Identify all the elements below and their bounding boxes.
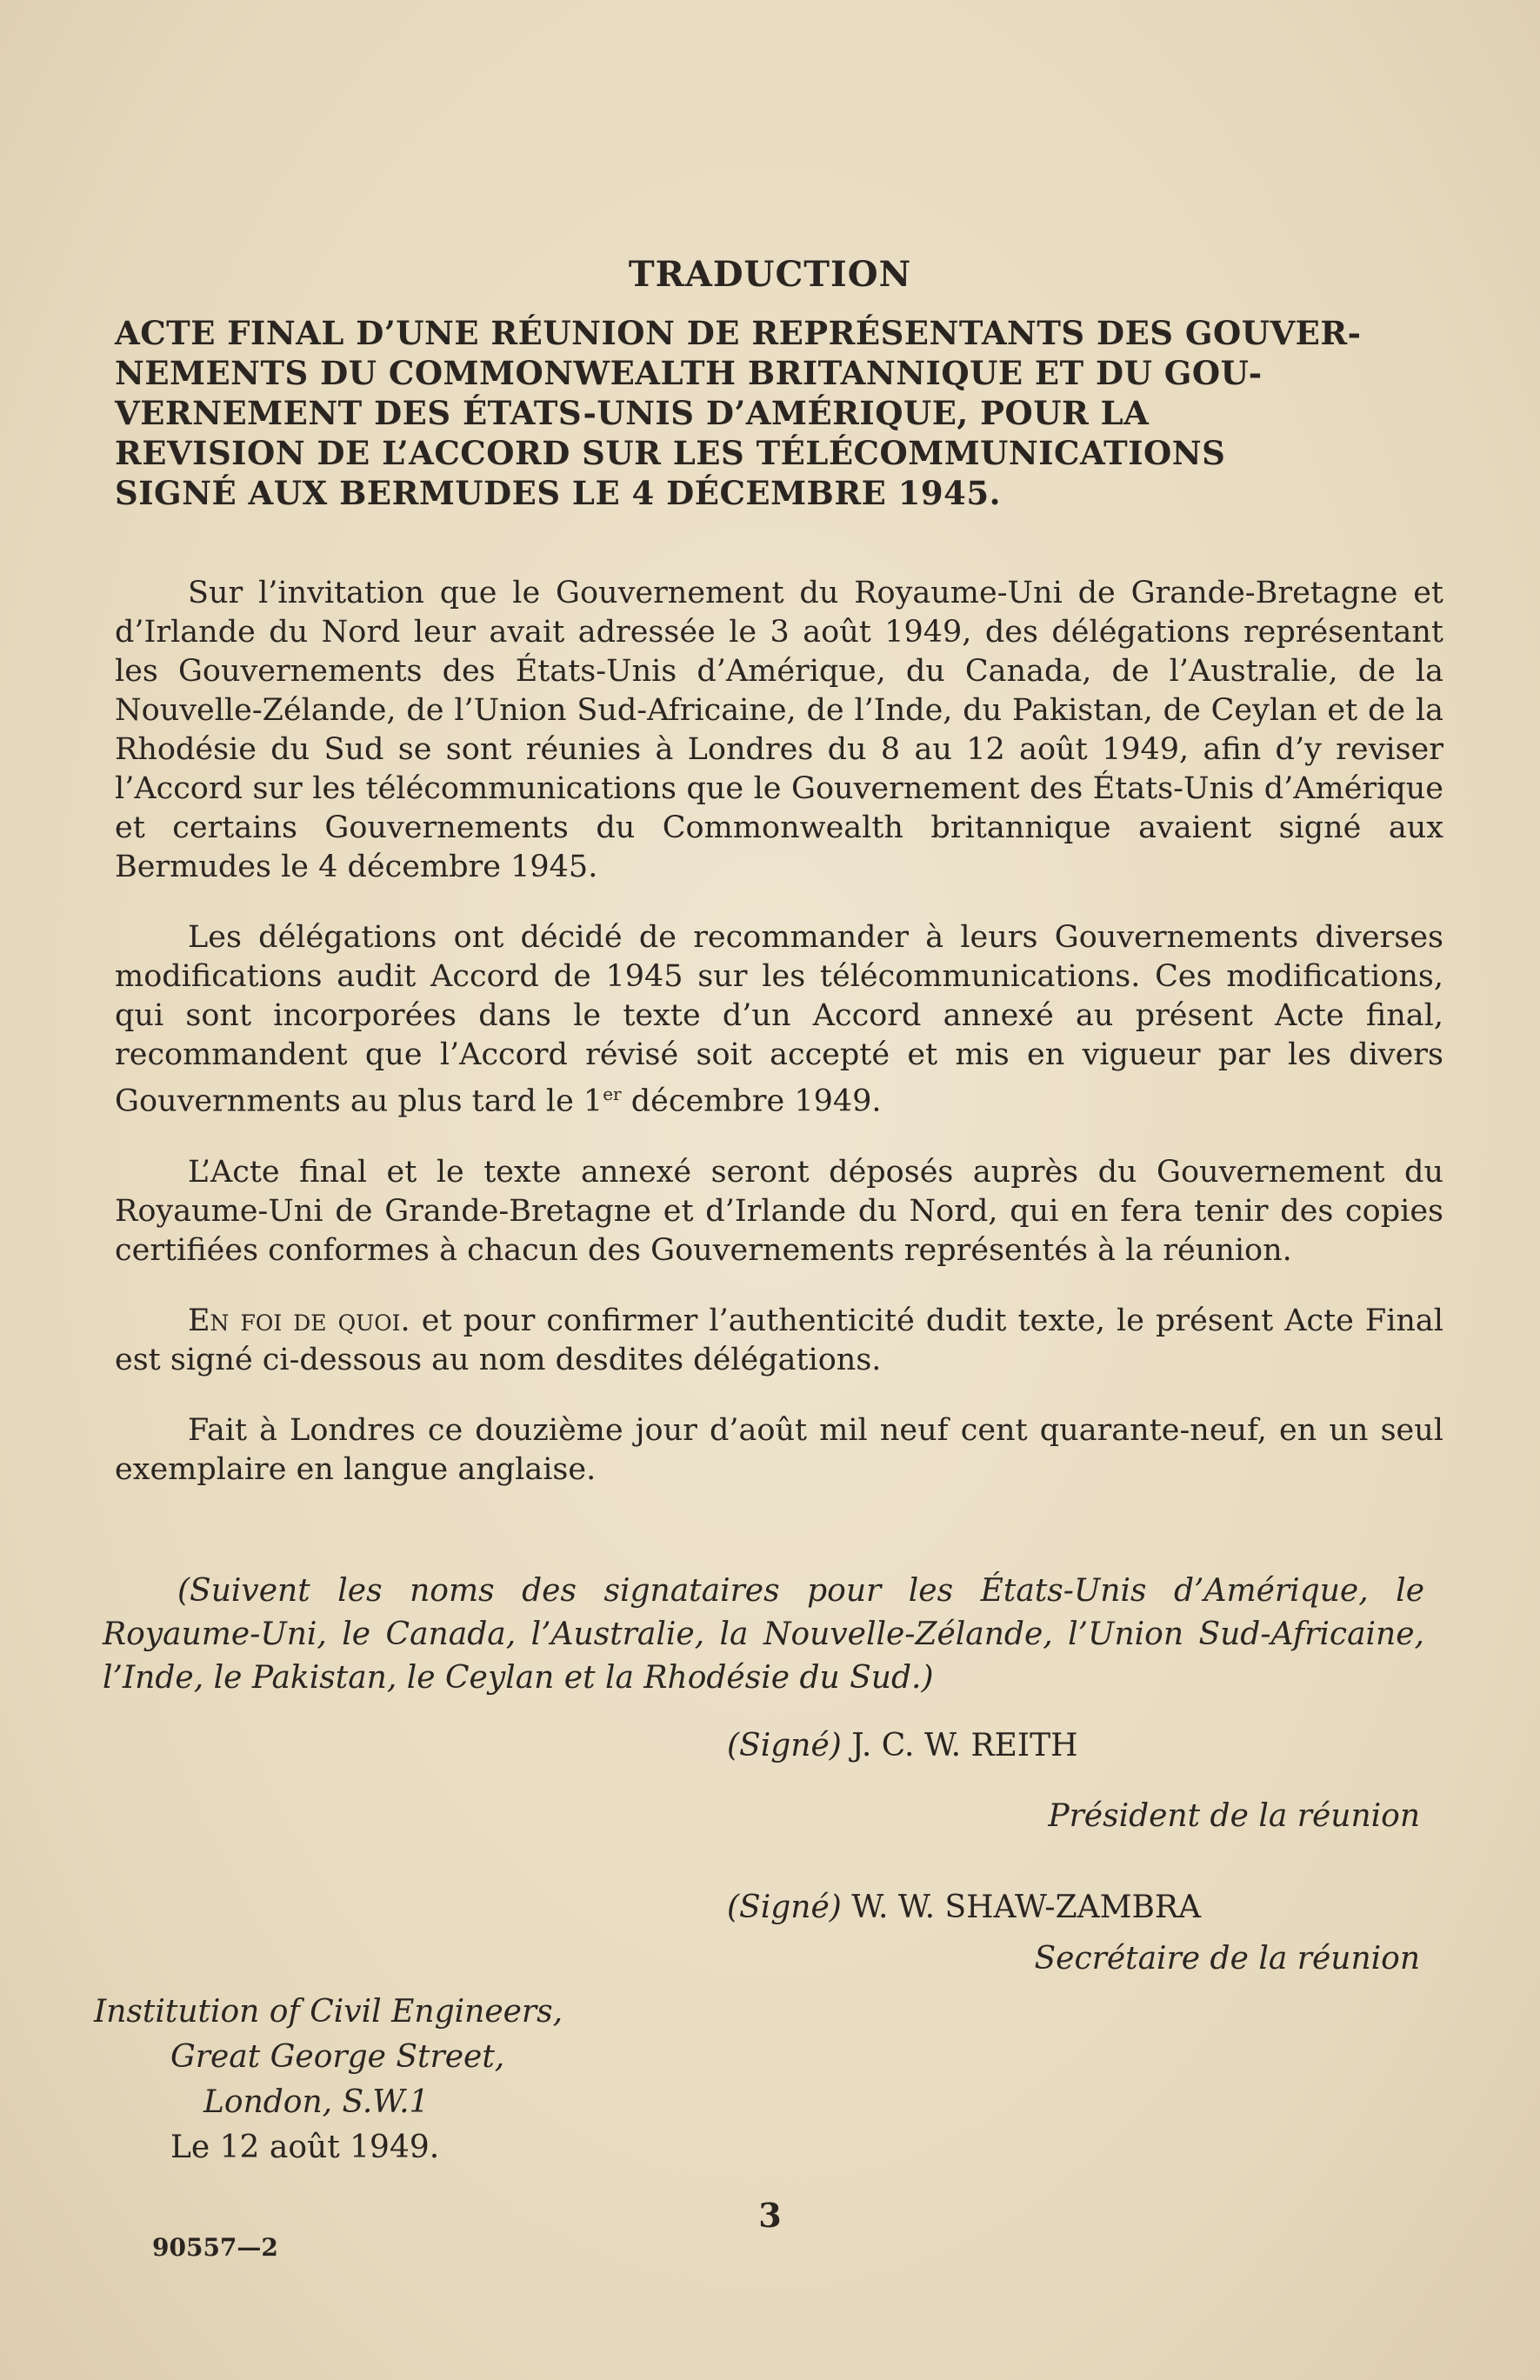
catalog-number: 90557—2 — [152, 2233, 278, 2262]
title-line-5: SIGNÉ AUX BERMUDES LE 4 DÉCEMBRE 1945. — [115, 474, 1002, 512]
paragraph-recommendations-end: décembre 1949. — [621, 1083, 882, 1119]
witness-smallcaps: En foi de quoi. — [188, 1303, 410, 1338]
page-number: 3 — [758, 2196, 782, 2235]
signature-2-role: Secrétaire de la réunion — [1034, 1941, 1420, 1977]
title-line-4: REVISION DE L’ACCORD SUR LES TÉLÉCOMMUNICATIONS — [115, 434, 1226, 472]
ordinal-superscript: er — [603, 1083, 622, 1104]
paragraph-recommendations — [115, 918, 1443, 1122]
signature-1-signed: (Signé) — [727, 1728, 842, 1763]
address-line-3: London, S.W.1 — [203, 2084, 430, 2120]
address-date: Le 12 août 1949. — [170, 2130, 440, 2165]
paragraph-deposit: L’Acte final et le texte annexé seront déposés auprès du Gouvernement du Royaume-Uni de Grande-Bretagne et d’Irlande du Nord, qui en fera tenir des copies certifiées conformes à chacun des Gouvernements représentés à la réunion. — [115, 1154, 1443, 1268]
address-line-1: Institution of Civil Engineers, — [94, 1994, 563, 2030]
document-body — [115, 574, 1443, 1521]
signature-1-role: Président de la réunion — [1048, 1798, 1420, 1834]
title-line-2: NEMENTS DU COMMONWEALTH BRITANNIQUE ET DU GOU- — [115, 354, 1263, 392]
paragraph-witness — [115, 1302, 1443, 1380]
address-block — [94, 1990, 563, 2170]
signature-2 — [727, 1887, 1201, 1929]
paragraph-done-at: Fait à Londres ce douzième jour d’août mil neuf cent quarante-neuf, en un seul exemplaire en langue anglaise. — [115, 1412, 1443, 1487]
witness-text: et pour confirmer l’authenticité dudit texte, le présent Acte Final est signé ci-dessous au nom desdites délégations. — [115, 1303, 1443, 1377]
signature-1 — [727, 1725, 1078, 1767]
paragraph-invitation: Sur l’invitation que le Gouvernement du Royaume-Uni de Grande-Bretagne et d’Irlande du Nord leur avait adressée le 3 août 1949, des délégations représentant les Gouvernements des États-Unis d’Amérique, du Canada, de l’Australie, de la Nouvelle-Zélande, de l’Union Sud-Africaine, de l’Inde, du Pakistan, de Ceylan et de la Rhodésie du Sud se sont réunies à Londres du 8 au 12 août 1949, afin d’y reviser l’Accord sur les télécommunications que le Gouvernement des États-Unis d’Amérique et certains Gouvernements du Commonwealth britannique avaient signé aux Bermudes le 4 décembre 1945. — [115, 576, 1443, 884]
signature-2-name: W. W. SHAW-ZAMBRA — [851, 1890, 1202, 1925]
signature-1-name: J. C. W. REITH — [851, 1728, 1078, 1763]
title-line-1: ACTE FINAL D’UNE RÉUNION DE REPRÉSENTANTS DES GOUVER- — [115, 314, 1362, 352]
address-line-2: Great George Street, — [170, 2039, 505, 2075]
paragraph-recommendations-text: Les délégations ont décidé de recommander à leurs Gouvernements diverses modifications audit Accord de 1945 sur les télécommunications. Ces modifications, qui sont incorporées dans le texte d’un Accord annexé au présent Acte final, recommandent que l’Accord révisé soit accepté et mis en vigueur par les divers Gouvernments au plus tard le 1 — [115, 920, 1443, 1119]
signatories-note: (Suivent les noms des signataires pour les États-Unis d’Amérique, le Royaume-Uni, le Canada, l’Australie, la Nouvelle-Zélande, l’Union Sud-Africaine, l’Inde, le Pakistan, le Ceylan et la Rhodésie du Sud.) — [103, 1573, 1424, 1696]
document-title — [115, 313, 1443, 513]
title-line-3: VERNEMENT DES ÉTATS-UNIS D’AMÉRIQUE, POUR LA — [115, 394, 1150, 432]
page-heading: TRADUCTION — [628, 254, 912, 295]
signature-2-signed: (Signé) — [727, 1890, 842, 1925]
